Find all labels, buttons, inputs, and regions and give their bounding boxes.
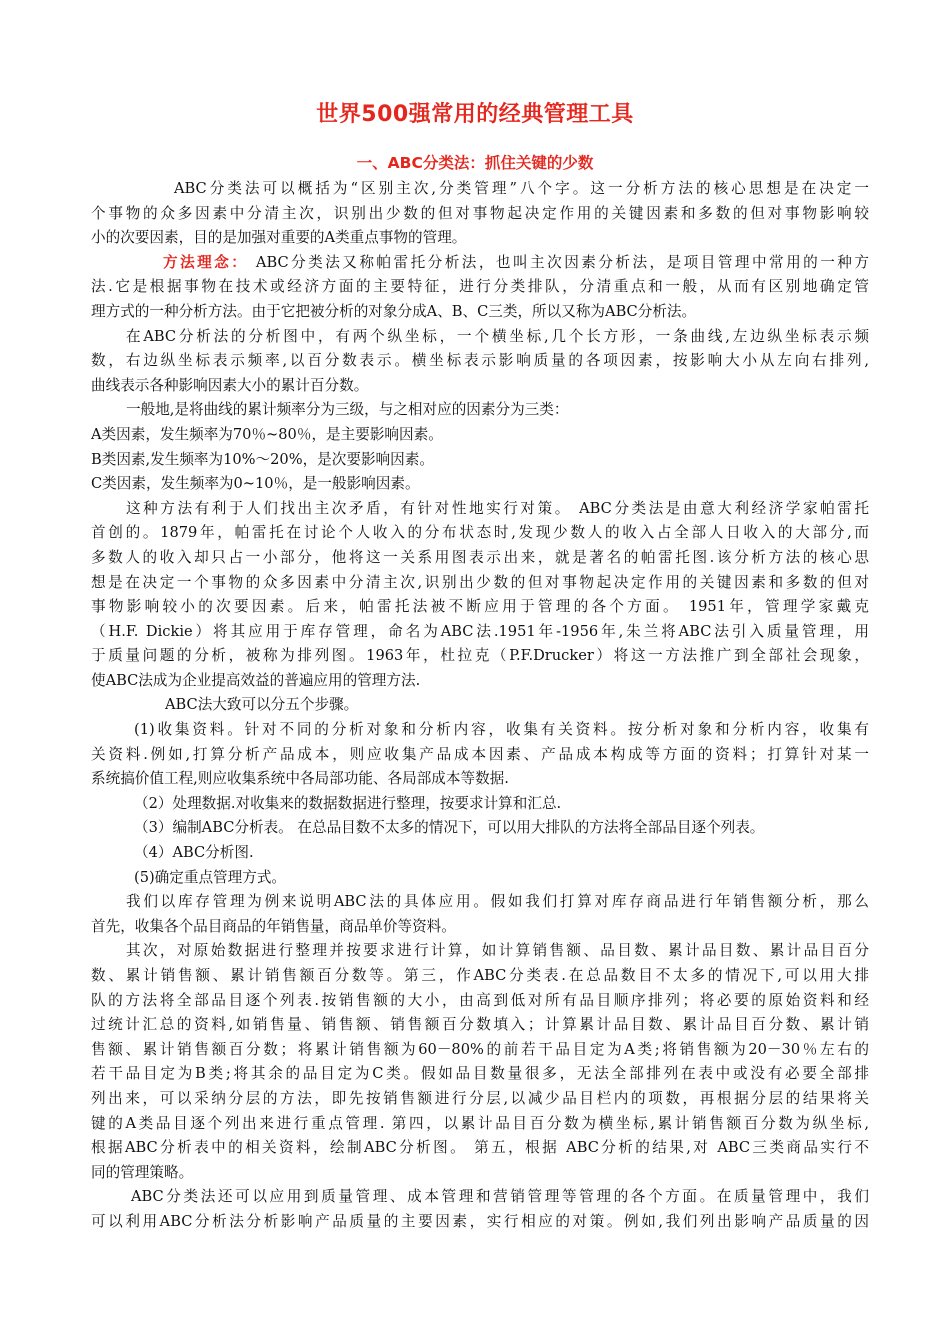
line-text: 理方式的一种分析方法。由于它把被分析的对象分成A、B、C三类，所以又称为ABC分析法。: [91, 302, 697, 320]
text-line: [91, 1038, 869, 1063]
line-text: ABC分类法又称帕雷托分析法，也叫主次因素分析法，是项目管理中常用的一种方: [255, 253, 869, 271]
line-text: 一般地,是将曲线的累计频率分为三级，与之相对应的因素分为三类：: [126, 401, 569, 419]
text-line: [91, 546, 869, 571]
line-text: 系统搞价值工程,则应收集系统中各局部功能、各局部成本等数据.: [91, 770, 509, 788]
text-line: [91, 743, 869, 768]
text-line: [91, 1013, 869, 1038]
text-line: [91, 571, 869, 596]
page-title: 世界500强常用的经典管理工具: [316, 102, 634, 127]
line-text: 首先，收集各个品目商品的年销售量，商品单价等资料。: [91, 917, 456, 935]
text-line: [91, 620, 869, 645]
line-text: 数，右边纵坐标表示频率,以百分数表示。横坐标表示影响质量的各项因素，按影响大小从左向右排列,: [91, 352, 869, 370]
text-line: [91, 1087, 869, 1112]
line-text: 同的管理策略。: [91, 1163, 194, 1181]
text-line: [91, 177, 869, 202]
line-text: 事物影响较小的次要因素。后来，帕雷托法被不断应用于管理的各个方面。 1951年，管理学家戴克: [91, 598, 869, 616]
text-line: [91, 423, 869, 448]
text-line: [91, 472, 869, 497]
line-text: （2）处理数据.对收集来的数据数据进行整理，按要求计算和汇总.: [134, 794, 562, 812]
line-text: 在ABC分析法的分析图中，有两个纵坐标，一个横坐标,几个长方形，一条曲线,左边纵坐标表示频: [126, 327, 869, 345]
line-text: 首创的。1879年，帕雷托在讨论个人收入的分布状态时,发现少数人的收入占全部人日收入的大部分,而: [91, 524, 869, 542]
line-text: 队的方法将全部品目逐个列表.按销售额的大小，由高到低对所有品目顺序排列；将必要的原始资料和经: [91, 991, 869, 1009]
line-text: ABC分类法还可以应用到质量管理、成本管理和营销管理等管理的各个方面。在质量管理中，我们: [131, 1188, 869, 1206]
text-line: [91, 1210, 869, 1235]
line-text: 曲线表示各种影响因素大小的累计百分数。: [91, 376, 369, 394]
text-line: [91, 202, 869, 227]
line-text: 过统计汇总的资料,如销售量、销售额、销售额百分数填入；计算累计品目数、累计品目百分数、累计销: [91, 1016, 869, 1034]
text-line: [91, 792, 869, 817]
text-line: [91, 521, 869, 546]
line-text: 键的A类品目逐个列出来进行重点管理. 第四，以累计品目百分数为横坐标,累计销售额百分数为纵坐标,: [91, 1114, 869, 1132]
text-line: [91, 1136, 869, 1161]
line-text: 于质量问题的分析，被称为排列图。1963年，杜拉克（P.F.Drucker）将这一方法推广到全部社会现象，: [91, 647, 869, 665]
text-line: [91, 939, 869, 964]
text-line: [91, 349, 869, 374]
text-line: [91, 915, 869, 940]
section-heading: 一、ABC分类法：抓住关键的少数: [356, 154, 594, 172]
text-line: [91, 890, 869, 915]
text-line: [91, 1161, 869, 1186]
text-line: [91, 448, 869, 473]
line-text: 法.它是根据事物在技术或经济方面的主要特征，进行分类排队，分清重点和一般，从而有区别地确定管: [91, 278, 869, 296]
text-line: [91, 300, 869, 325]
text-line: [91, 374, 869, 399]
line-text: 这种方法有利于人们找出主次矛盾，有针对性地实行对策。 ABC分类法是由意大利经济学家帕雷托: [126, 499, 869, 517]
line-text: 使ABC法成为企业提高效益的普遍应用的管理方法.: [91, 671, 421, 689]
line-text: B类因素,发生频率为10%～20%，是次要影响因素。: [91, 450, 434, 468]
text-line: [91, 1112, 869, 1137]
text-line: [91, 398, 869, 423]
line-text: 关资料.例如,打算分析产品成本，则应收集产品成本因素、产品成本构成等方面的资料；打算针对某一: [91, 745, 869, 763]
text-line: [91, 226, 869, 251]
line-text: （H.F. Dickie）将其应用于库存管理，命名为ABC法.1951年-1956年,朱兰将ABC法引入质量管理，用: [91, 622, 869, 640]
line-text: （3）编制ABC分析表。 在总品目数不太多的情况下，可以用大排队的方法将全部品目逐个列表。: [134, 819, 765, 837]
line-text: 根据ABC分析表中的相关资料，绘制ABC分析图。 第五，根据 ABC分析的结果,对 ABC三类商品实行不: [91, 1139, 869, 1157]
body-text: [91, 177, 869, 1235]
line-text: 数、累计销售额、累计销售额百分数等。第三，作ABC分类表.在总品数目不太多的情况下,可以用大排: [91, 967, 869, 984]
text-line: [91, 693, 869, 718]
line-text: 其次，对原始数据进行整理并按要求进行计算，如计算销售额、品目数、累计品目数、累计品目百分: [126, 942, 869, 960]
line-text: ABC分类法可以概括为“区别主次,分类管理”八个字。这一分析方法的核心思想是在决定一: [174, 180, 869, 197]
line-text: 小的次要因素，目的是加强对重要的A类重点事物的管理。: [91, 229, 467, 247]
text-line: [91, 1185, 869, 1210]
line-text: C类因素，发生频率为0~10％，是一般影响因素。: [91, 475, 420, 493]
text-line: [91, 669, 869, 694]
text-line: [91, 964, 869, 989]
text-line: [91, 595, 869, 620]
text-line: [91, 989, 869, 1014]
text-line: [91, 866, 869, 891]
line-text: (5)确定重点管理方式。: [134, 868, 287, 886]
line-text: 列出来，可以采纳分层的方法，即先按销售额进行分层,以减少品目栏内的项数，再根据分层的结果将关: [91, 1089, 869, 1107]
line-text: 多数人的收入却只占一小部分，他将这一关系用图表示出来，就是著名的帕雷托图.该分析方法的核心思: [91, 548, 869, 566]
text-line: [91, 816, 869, 841]
line-text: (1)收集资料。针对不同的分析对象和分析内容，收集有关资料。按分析对象和分析内容，收集有: [134, 721, 869, 739]
text-line: [91, 497, 869, 522]
text-line: [91, 841, 869, 866]
text-line: [91, 325, 869, 350]
line-text: ABC法大致可以分五个步骤。: [165, 696, 359, 714]
text-line: [91, 275, 869, 300]
line-text: 售额、累计销售额百分数；将累计销售额为60－80%的前若干品目定为A类;将销售额为20－30％左右的: [91, 1040, 869, 1058]
line-text: 个事物的众多因素中分清主次，识别出少数的但对事物起决定作用的关键因素和多数的但对事物影响较: [91, 204, 869, 222]
text-line: [91, 718, 869, 743]
line-text: 可以利用ABC分析法分析影响产品质量的主要因素，实行相应的对策。例如,我们列出影响产品质量的因: [91, 1212, 869, 1230]
text-line: [91, 251, 869, 276]
line-text: A类因素，发生频率为70％~80％，是主要影响因素。: [91, 425, 443, 443]
text-line: [91, 767, 869, 792]
line-text: 若干品目定为B类;将其余的品目定为C类。假如品目数量很多，无法全部排列在表中或没有必要全部排: [91, 1065, 869, 1083]
text-line: [91, 1062, 869, 1087]
line-text: 我们以库存管理为例来说明ABC法的具体应用。假如我们打算对库存商品进行年销售额分析，那么: [126, 893, 869, 911]
method-label: 方法理念：: [163, 253, 256, 271]
text-line: [91, 644, 869, 669]
line-text: 想是在决定一个事物的众多因素中分清主次,识别出少数的但对事物起决定作用的关键因素和多数的但对: [91, 573, 869, 591]
line-text: （4）ABC分析图.: [134, 844, 254, 862]
